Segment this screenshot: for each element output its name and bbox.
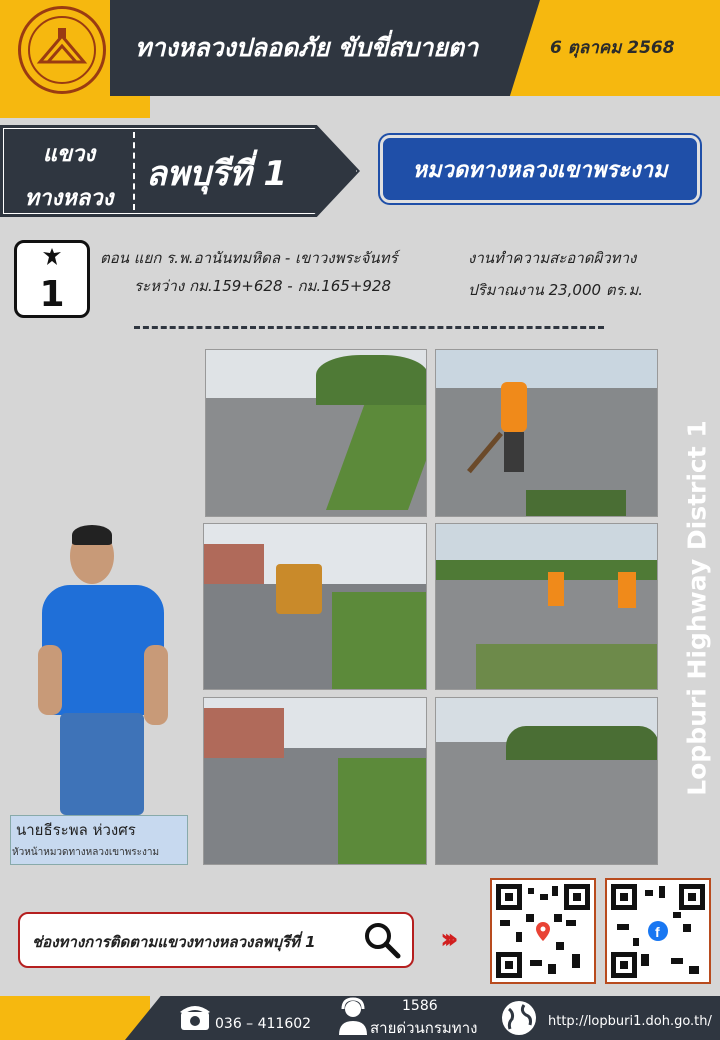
work-photo-2: [435, 349, 658, 517]
globe-icon: [500, 999, 538, 1037]
work-type: งานทำความสะอาดผิวทาง: [468, 249, 637, 267]
garuda-emblem-icon: [17, 246, 87, 275]
work-photo-6: [435, 697, 658, 865]
section-km-range: ระหว่าง กม.159+628 - กม.165+928: [134, 277, 392, 295]
route-badge: [14, 240, 90, 318]
chevron-right-icon: ›››: [440, 922, 451, 955]
work-photo-1: [205, 349, 427, 517]
qr-code-map[interactable]: [490, 878, 596, 984]
department-logo: [18, 6, 106, 94]
search-icon[interactable]: [362, 920, 402, 960]
divider: [134, 326, 604, 329]
side-label: Lopburi Highway District 1: [682, 420, 712, 796]
svg-text:f: f: [655, 924, 660, 940]
section-name: ตอน แยก ร.พ.อานันทมหิดล - เขาวงพระจันทร์: [100, 249, 398, 267]
phone-number[interactable]: 036 – 411602: [215, 1016, 312, 1032]
work-photo-5: [203, 697, 427, 865]
website-link[interactable]: http://lopburi1.doh.go.th/: [548, 1014, 712, 1029]
hotline-label: สายด่วนกรมทาง: [370, 1019, 478, 1037]
district-separator: [133, 132, 135, 210]
follow-text: ช่องทางการติดตามแขวงทางหลวงลพบุรีที่ 1: [32, 933, 316, 951]
work-photo-3: [203, 523, 427, 690]
footer-accent: [0, 996, 150, 1040]
unit-name: หมวดทางหลวงเขาพระงาม: [412, 157, 668, 183]
person-position: หัวหน้าหมวดทางหลวงเขาพระงาม: [12, 847, 160, 858]
person-photo: [38, 525, 168, 815]
person-name: นายธีระพล ห่วงศร: [16, 821, 136, 839]
district-label: แขวง ทางหลวง: [24, 142, 114, 211]
work-photo-4: [435, 523, 658, 690]
phone-icon: [178, 1000, 212, 1034]
qr-code-facebook[interactable]: [605, 878, 711, 984]
unit-banner: [380, 135, 700, 203]
route-number: 1: [39, 274, 65, 315]
date-label: 6 ตุลาคม 2568: [550, 38, 675, 58]
district-name: ลพบุรีที่ 1: [146, 154, 287, 194]
work-quantity: ปริมาณงาน 23,000 ตร.ม.: [468, 281, 644, 299]
page-title: ทางหลวงปลอดภัย ขับขี่สบายตา: [135, 33, 479, 62]
call-center-icon: [336, 997, 370, 1037]
hotline-number[interactable]: 1586: [402, 998, 438, 1014]
